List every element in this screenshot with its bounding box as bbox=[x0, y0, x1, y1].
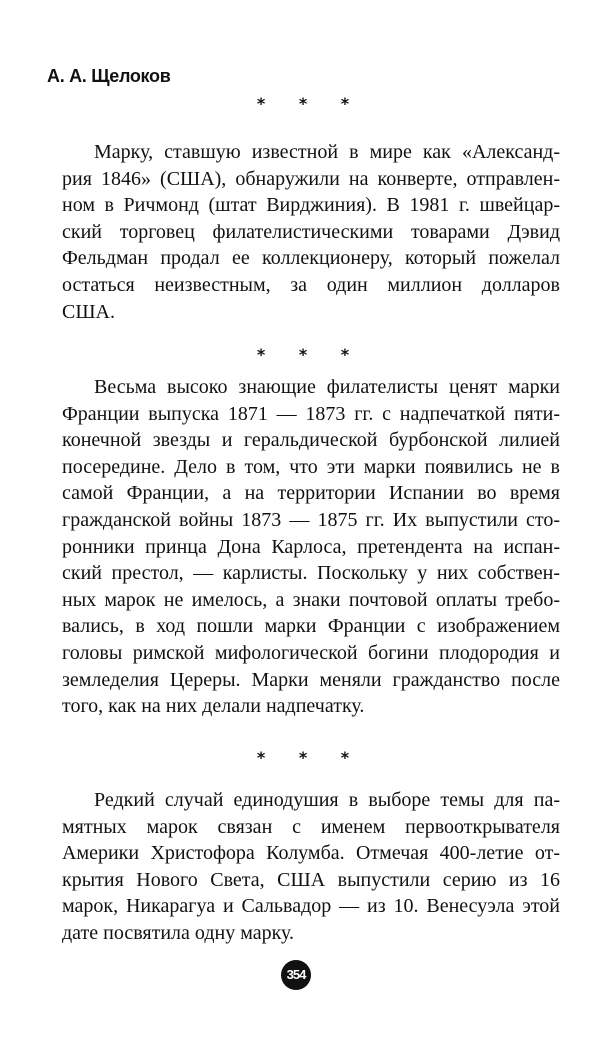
text-line: Весьма высоко знающие филателисты ценят марки bbox=[94, 376, 560, 398]
text-line: Америки Христофора Колумба. Отмечая 400-летие от- bbox=[62, 842, 560, 865]
section-separator: * * * bbox=[256, 94, 364, 113]
paragraph-2 bbox=[62, 374, 560, 720]
section-separator: * * * bbox=[256, 748, 364, 767]
text-line: остаться неизвестным, за один миллион долларов bbox=[62, 273, 560, 296]
text-line: Редкий случай единодушия в выборе темы для па- bbox=[94, 789, 560, 811]
text-line: посередине. Дело в том, что эти марки появились не в bbox=[62, 455, 560, 478]
text-line: ский торговец филателистическими товарами Дэвид bbox=[62, 220, 560, 243]
text-line: Марку, ставшую известной в мире как «Александ- bbox=[94, 141, 560, 163]
running-header-author: А. А. Щелоков bbox=[47, 66, 171, 86]
page-number-badge: 354 bbox=[281, 960, 311, 990]
paragraph-1 bbox=[62, 139, 560, 325]
text-line: конечной звезды и геральдической бурбонской лилией bbox=[62, 429, 560, 452]
text-line: США. bbox=[62, 300, 115, 323]
text-line: марок, Никарагуа и Сальвадор — из 10. Венесуэла этой bbox=[62, 895, 560, 918]
text-line: Франции выпуска 1871 — 1873 гг. с надпечаткой пяти- bbox=[62, 402, 560, 425]
paragraph-3 bbox=[62, 787, 560, 947]
text-line: гражданской войны 1873 — 1875 гг. Их выпустили сто- bbox=[62, 508, 560, 531]
text-line: того, как на них делали надпечатку. bbox=[62, 695, 365, 718]
text-line: ных марок не имелось, а знаки почтовой оплаты требо- bbox=[62, 588, 560, 611]
text-line: земледелия Цереры. Марки меняли гражданство после bbox=[62, 668, 560, 691]
text-line: вались, в ход пошли марки Франции с изображением bbox=[62, 615, 560, 638]
text-line: крытия Нового Света, США выпустили серию из 16 bbox=[62, 868, 560, 891]
text-line: ский престол, — карлисты. Поскольку у них собствен- bbox=[62, 562, 560, 585]
section-separator: * * * bbox=[256, 345, 364, 364]
text-line: Фельдман продал ее коллекционеру, который пожелал bbox=[62, 247, 560, 270]
text-line: дате посвятила одну марку. bbox=[62, 921, 295, 944]
text-line: самой Франции, а на территории Испании во время bbox=[62, 482, 560, 505]
text-line: головы римской мифологической богини плодородия и bbox=[62, 641, 560, 664]
text-line: ном в Ричмонд (штат Вирджиния). В 1981 г. швейцар- bbox=[62, 194, 560, 217]
text-line: ронники принца Дона Карлоса, претендента на испан- bbox=[62, 535, 560, 558]
text-line: мятных марок связан с именем первооткрывателя bbox=[62, 815, 560, 838]
text-line: рия 1846» (США), обнаружили на конверте, отправлен- bbox=[62, 167, 560, 190]
